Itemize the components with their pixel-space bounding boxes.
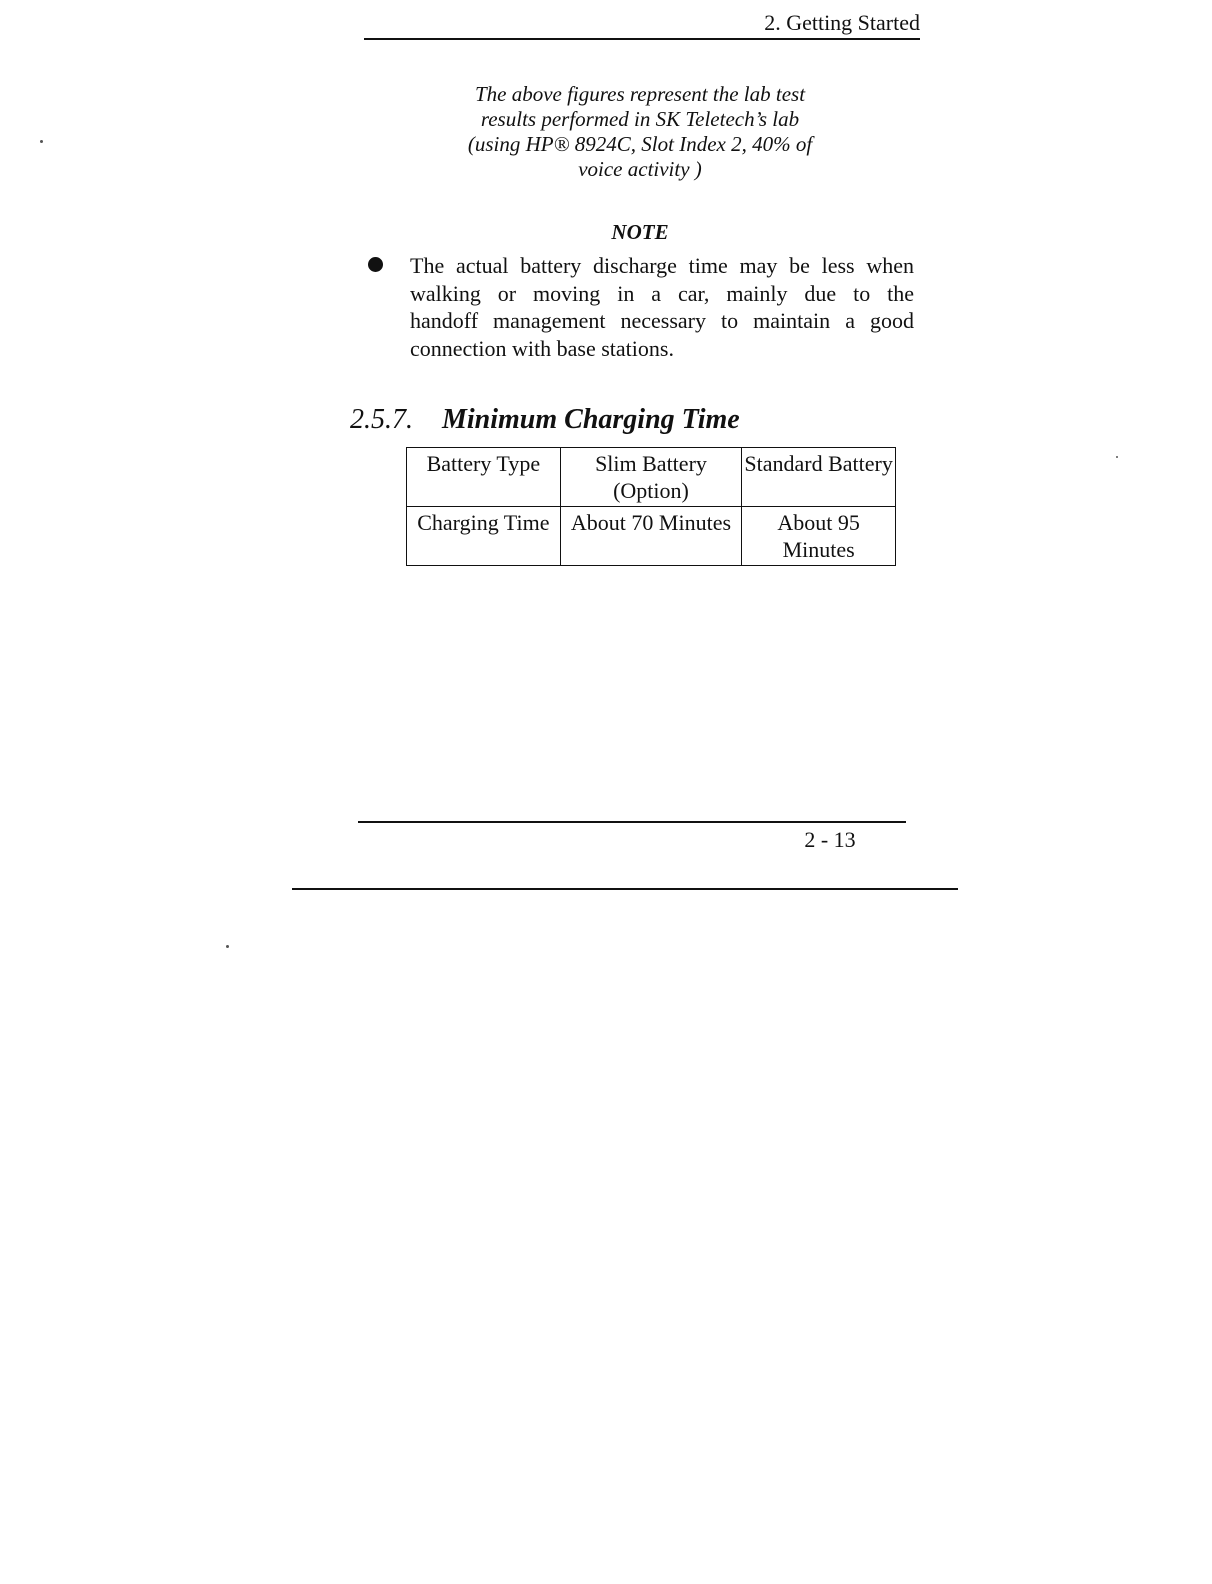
section-heading: [350, 402, 740, 438]
table-cell: About 70 Minutes: [560, 507, 742, 566]
table-cell: Charging Time: [407, 507, 561, 566]
table-cell: Slim Battery (Option): [560, 448, 742, 507]
note-line: walking or moving in a car, mainly due to the: [410, 280, 914, 306]
table-cell: Battery Type: [407, 448, 561, 507]
scan-speck: [1116, 456, 1118, 458]
caption-line: The above figures represent the lab test: [474, 82, 806, 106]
table-row: [407, 448, 896, 507]
note-line: The actual battery discharge time may be less when: [410, 253, 914, 278]
page-bottom-rule: [292, 888, 958, 890]
running-header: [364, 8, 920, 40]
running-header-title: 2. Getting Started: [764, 10, 920, 35]
caption-line: results performed in SK Teletech’s lab: [480, 107, 800, 131]
charging-time-table: [406, 447, 896, 566]
note-line: handoff management necessary to maintain a good: [410, 308, 914, 333]
table-row: [407, 507, 896, 566]
table-cell: About 95 Minutes: [742, 507, 896, 566]
section-title: Minimum Charging Time: [442, 404, 740, 435]
footer-rule: [358, 821, 906, 823]
scan-speck: [40, 140, 43, 143]
figure-caption: [420, 82, 860, 182]
page-number: 2 - 13: [804, 827, 856, 852]
section-number: 2.5.7.: [350, 404, 413, 435]
note-bullet-text: [410, 252, 914, 362]
scan-speck: [226, 945, 229, 948]
note-line: connection with base stations.: [410, 335, 674, 361]
caption-line: voice activity ): [578, 157, 702, 181]
bullet-icon: [368, 257, 383, 272]
note-title: NOTE: [611, 220, 669, 244]
table-cell: Standard Battery: [742, 448, 896, 507]
caption-line: (using HP® 8924C, Slot Index 2, 40% of: [467, 132, 813, 156]
